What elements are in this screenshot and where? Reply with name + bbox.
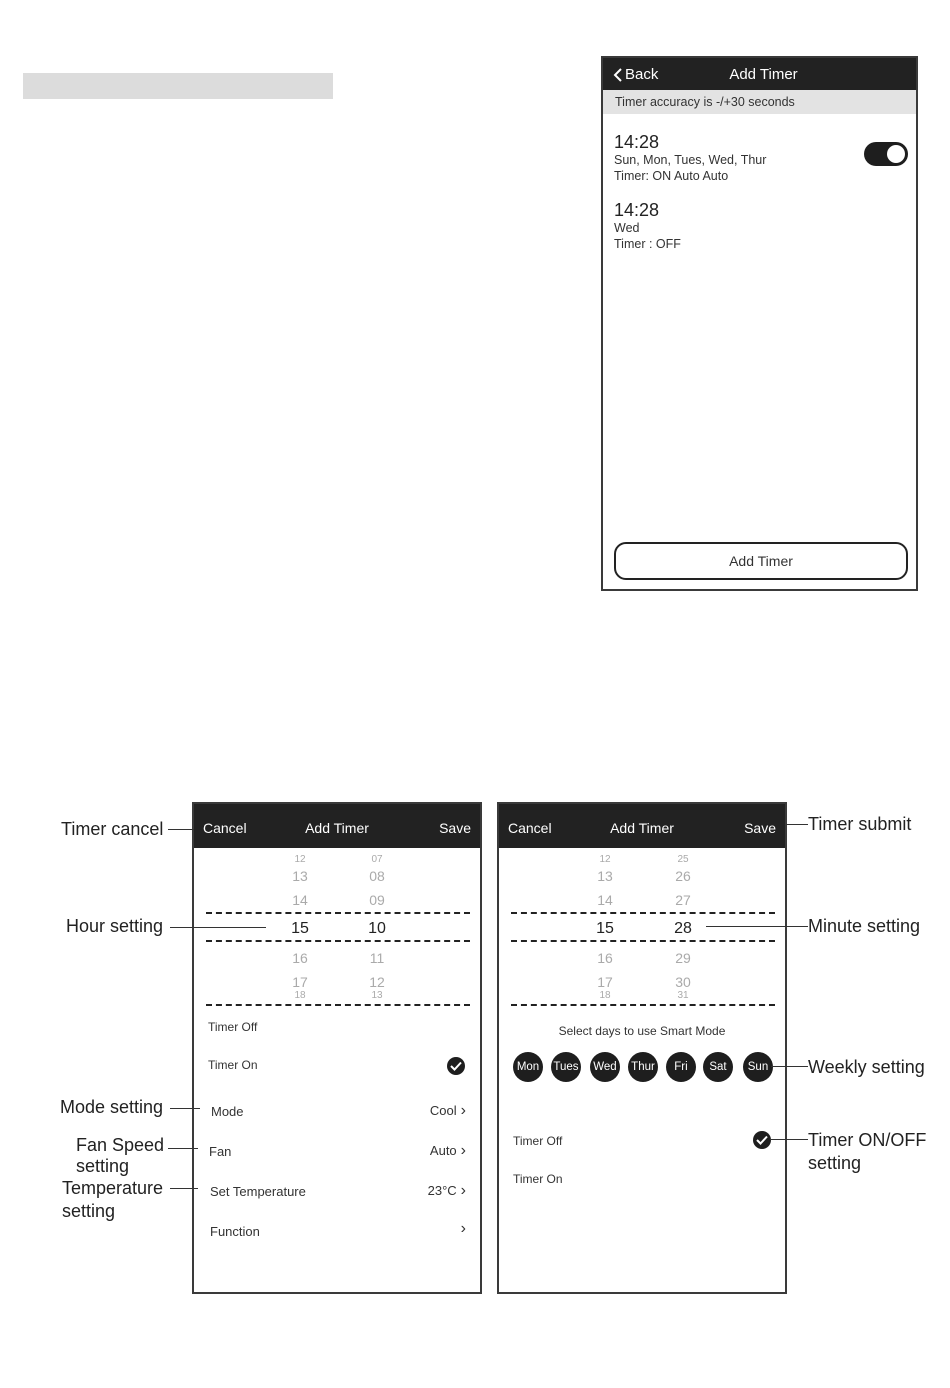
temperature-row-value[interactable] [428,1183,466,1198]
fan-value: Auto [429,1143,457,1158]
annotation-temperature: Temperature [62,1178,164,1198]
cancel-button[interactable]: Cancel [203,820,247,836]
top-header [603,58,916,90]
annotation-mode-setting: Mode setting [60,1097,164,1117]
check-icon [753,1131,771,1149]
function-row-value[interactable] [461,1222,466,1235]
hour-selected[interactable]: 15 [291,920,309,937]
minute-option[interactable]: 29 [675,950,691,966]
accuracy-note: Timer accuracy is -/+30 seconds [603,90,916,114]
timer-detail: Timer : OFF [614,237,681,251]
day-sun[interactable]: Sun [743,1052,773,1082]
annotation-timer-onoff: Timer ON/OFF [808,1130,927,1150]
timer-off-option[interactable]: Timer Off [208,1020,258,1034]
annotation-fan-speed: Fan Speed [76,1135,165,1155]
minute-selected[interactable]: 28 [674,920,692,937]
timer-time: 14:28 [614,132,660,152]
day-mon[interactable]: Mon [513,1052,543,1082]
header-bar [499,804,785,848]
leader-line [170,1108,200,1109]
timer-item[interactable] [614,200,681,252]
hour-option[interactable]: 17 [292,974,308,990]
timer-time: 14:28 [614,200,660,220]
day-fri[interactable]: Fri [666,1052,696,1082]
temperature-value: 23°C [427,1183,457,1198]
leader-line [770,1139,808,1140]
smart-mode-label: Select days to use Smart Mode [558,1024,726,1038]
minute-option[interactable]: 30 [675,974,691,990]
chevron-right-icon: › [460,1102,466,1119]
hour-option[interactable]: 16 [597,950,613,966]
leader-line [170,1188,198,1189]
minute-option[interactable]: 11 [369,950,385,966]
fan-label[interactable]: Fan [209,1144,232,1159]
day-thur[interactable]: Thur [628,1052,658,1082]
timer-enable-toggle[interactable] [864,142,908,166]
timer-item[interactable] [614,132,766,184]
cancel-button[interactable]: Cancel [508,820,552,836]
header-bar [194,804,480,848]
back-label: Back [625,66,659,83]
minute-option[interactable]: 13 [371,990,383,1001]
mode-row-value[interactable] [430,1103,466,1118]
hour-option[interactable]: 14 [597,892,613,908]
selection-divider [511,912,775,914]
screen-title: Add Timer [729,66,798,83]
add-timer-screen-right [497,802,787,1294]
annotation-timer-cancel: Timer cancel [61,819,164,839]
day-sat[interactable]: Sat [703,1052,733,1082]
picker-divider [206,1004,470,1006]
annotation-timer-submit: Timer submit [808,814,912,834]
annotation-minute-setting: Minute setting [808,916,921,936]
section-heading-bar [23,73,333,99]
minute-selected[interactable]: 10 [368,920,386,937]
minute-option[interactable]: 12 [369,974,385,990]
picker-divider [511,1004,775,1006]
save-button[interactable]: Save [439,820,471,836]
minute-option[interactable]: 09 [369,892,385,908]
day-tues[interactable]: Tues [551,1052,581,1082]
hour-option[interactable]: 13 [292,868,308,884]
day-wed[interactable]: Wed [590,1052,620,1082]
minute-option[interactable]: 08 [369,868,385,884]
annotation-temperature-2: setting [62,1201,116,1221]
selection-divider [511,940,775,942]
hour-option[interactable]: 14 [292,892,308,908]
minute-option[interactable]: 25 [677,854,689,865]
function-label[interactable]: Function [210,1224,260,1239]
leader-line [170,927,266,928]
fan-row-value[interactable] [430,1143,466,1158]
chevron-right-icon: › [460,1182,466,1199]
minute-option[interactable]: 27 [675,892,691,908]
annotation-fan-speed-2: setting [76,1156,130,1176]
timer-list-screen [601,56,918,591]
hour-option[interactable]: 12 [599,854,611,865]
leader-line [771,1066,808,1067]
save-button[interactable]: Save [744,820,776,836]
timer-on-option[interactable]: Timer On [513,1172,563,1186]
hour-option[interactable]: 18 [599,990,611,1001]
annotation-weekly-setting: Weekly setting [808,1057,925,1077]
minute-option[interactable]: 26 [675,868,691,884]
hour-option[interactable]: 18 [294,990,306,1001]
annotation-hour-setting: Hour setting [66,916,164,936]
check-icon [447,1057,465,1075]
minute-option[interactable]: 31 [677,990,689,1001]
selection-divider [206,912,470,914]
add-timer-screen-left [192,802,482,1294]
screen-title: Add Timer [305,820,369,836]
hour-option[interactable]: 12 [294,854,306,865]
timer-on-option[interactable]: Timer On [208,1058,258,1072]
screen-title: Add Timer [610,820,674,836]
hour-option[interactable]: 13 [597,868,613,884]
timer-days: Sun, Mon, Tues, Wed, Thur [614,153,767,167]
leader-line [168,1148,198,1149]
chevron-right-icon: › [460,1220,466,1237]
selection-divider [206,940,470,942]
hour-selected[interactable]: 15 [596,920,614,937]
annotation-timer-onoff-2: setting [808,1153,862,1173]
timer-detail: Timer: ON Auto Auto [614,169,729,183]
timer-days: Wed [614,221,640,235]
leader-line [786,824,808,825]
add-timer-button[interactable]: Add Timer [614,542,908,580]
timer-off-option[interactable]: Timer Off [513,1134,563,1148]
mode-label[interactable]: Mode [211,1104,244,1119]
set-temperature-label[interactable]: Set Temperature [210,1184,306,1199]
leader-line [706,926,808,927]
leader-line [168,829,194,830]
chevron-right-icon: › [460,1142,466,1159]
hour-option[interactable]: 17 [597,974,613,990]
hour-option[interactable]: 16 [292,950,308,966]
minute-option[interactable]: 07 [371,854,383,865]
mode-value: Cool [429,1103,457,1118]
